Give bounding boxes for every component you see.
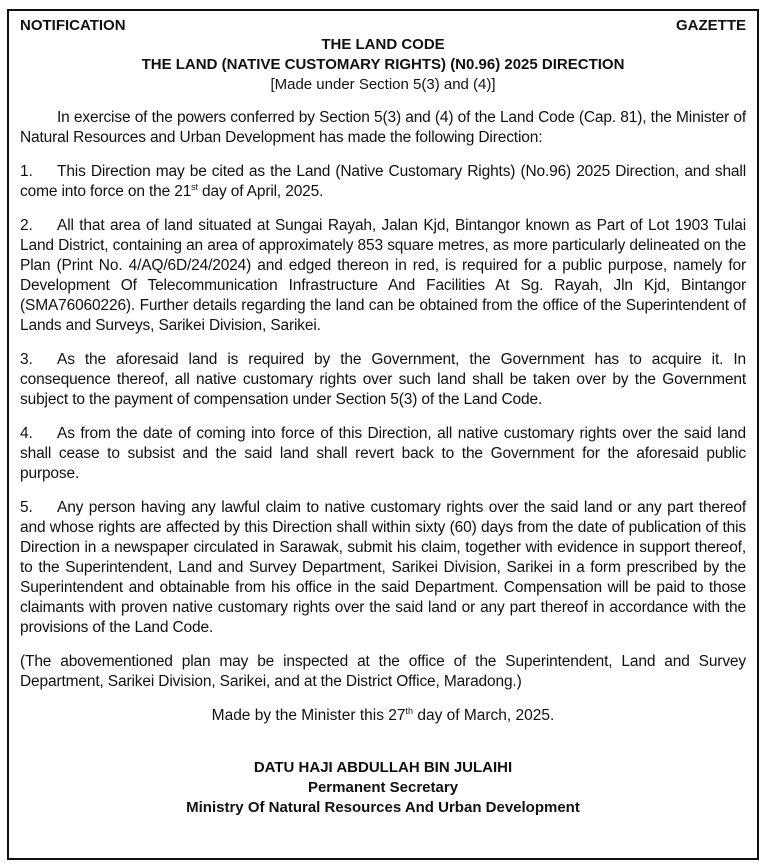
paragraph-2 <box>20 216 746 336</box>
paragraph-text: As from the date of coming into force of this Direction, all native customary rights over the said land shall cease to subsist and the said land shall revert back to the Government for the aforesaid public purpose. <box>20 425 746 482</box>
gazette-label: GAZETTE <box>676 17 746 34</box>
signatory-ministry: Ministry Of Natural Resources And Urban Development <box>186 799 580 816</box>
plan-inspection-note: (The abovementioned plan may be inspected at the office of the Superintendent, Land and Survey Department, Sarikei Division, Sarikei, and at the District Office, Maradong.) <box>20 653 746 690</box>
made-by-text-end: day of March, 2025. <box>413 707 555 724</box>
ordinal-suffix: st <box>191 182 198 192</box>
notification-label: NOTIFICATION <box>20 17 126 34</box>
paragraph-3 <box>20 350 746 410</box>
paragraph-text-end: day of April, 2025. <box>197 183 324 200</box>
act-title: THE LAND CODE <box>321 36 445 53</box>
ordinal-suffix: th <box>405 706 414 716</box>
paragraph-4 <box>20 424 746 484</box>
made-by-text: Made by the Minister this 27 <box>211 707 406 724</box>
paragraph-number: 1. <box>20 163 33 180</box>
gazette-notice <box>7 9 759 860</box>
paragraph-text: This Direction may be cited as the Land (Native Customary Rights) (No.96) 2025 Direction, and shall come into force on the 21 <box>20 163 746 200</box>
preamble <box>20 108 746 148</box>
paragraph-5 <box>20 498 746 638</box>
paragraph-number: 5. <box>20 499 33 516</box>
signatory-position: Permanent Secretary <box>307 779 459 796</box>
paragraph-number: 2. <box>20 217 33 234</box>
made-under-note: [Made under Section 5(3) and (4)] <box>270 76 496 93</box>
paragraph-number: 3. <box>20 351 33 368</box>
signatory-name: DATU HAJI ABDULLAH BIN JULAIHI <box>253 759 513 776</box>
paragraph-text: As the aforesaid land is required by the Government, the Government has to acquire it. In consequence thereof, all native customary rights over such land shall be taken over by the Government subject to the payment of compensation under Section 5(3) of the Land Code. <box>20 351 746 408</box>
made-by-line <box>20 706 746 726</box>
paragraph-number: 4. <box>20 425 33 442</box>
notice-header-bar <box>20 17 746 35</box>
paragraph-text: Any person having any lawful claim to native customary rights over the said land or any part thereof and whose rights are affected by this Direction shall within sixty (60) days from the date of publication of this Direction in a newspaper circulated in Sarawak, submit his claim, together with evidence in support thereof, to the Superintendent, Land and Survey Department, Sarikei Division, Sarikei in a form prescribed by the Superintendent and obtainable from his office in the said Department. Compensation will be paid to those claimants with proven native customary rights over the said land or any part thereof in accordance with the provisions of the Land Code. <box>20 499 746 636</box>
preamble-text: In exercise of the powers conferred by Section 5(3) and (4) of the Land Code (Cap. 81), the Minister of Natural Resources and Urban Development has made the following Direction: <box>20 109 746 146</box>
paragraph-1 <box>20 162 746 202</box>
paragraph-text: All that area of land situated at Sungai Rayah, Jalan Kjd, Bintangor known as Part of Lot 1903 Tulai Land District, containing an area of approximately 853 square metres, as more particularly delineated on the Plan (Print No. 4/AQ/6D/24/2024) and edged thereon in red, is required for a public purpose, namely for Development Of Telecommunication Infrastructure And Facilities At Sg. Rayah, Jln Kjd, Bintangor (SMA76060226). Further details regarding the land can be obtained from the office of the Superintendent of Lands and Surveys, Sarikei Division, Sarikei. <box>20 217 746 334</box>
direction-title: THE LAND (NATIVE CUSTOMARY RIGHTS) (N0.96) 2025 DIRECTION <box>141 56 625 73</box>
